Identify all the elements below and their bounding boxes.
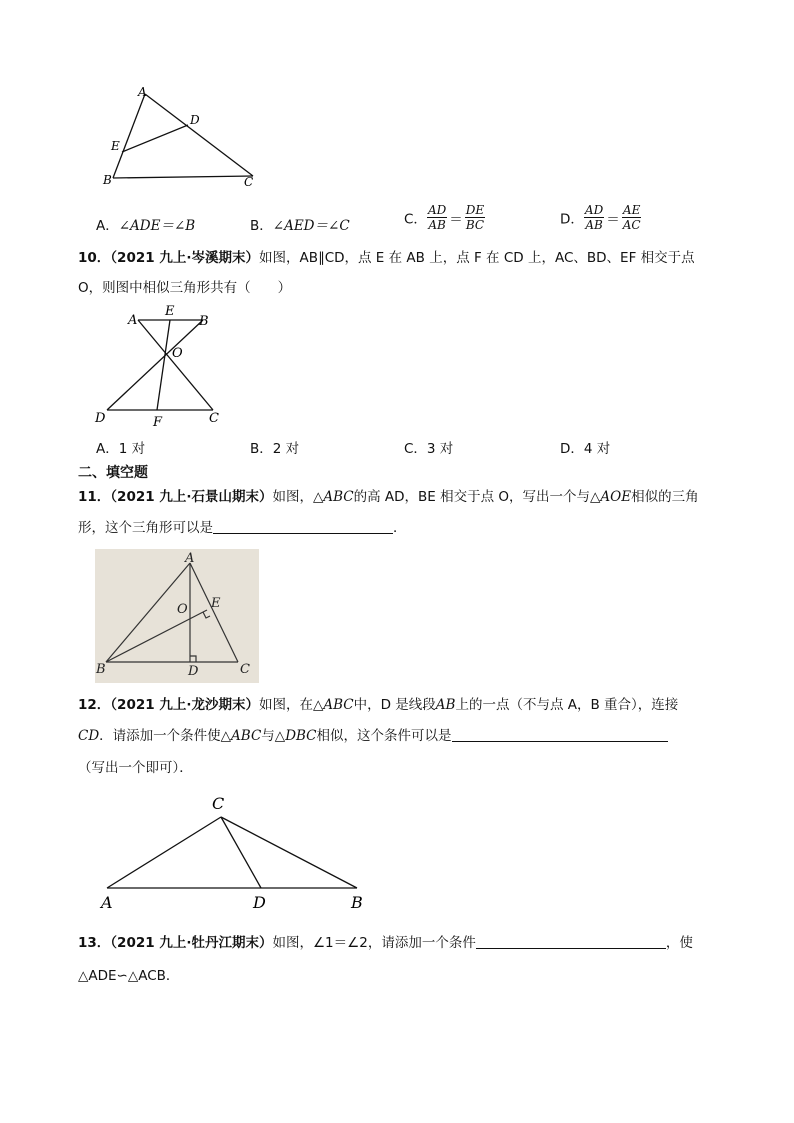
label-c: C: [212, 794, 225, 813]
figure-triangle-ade: [95, 82, 270, 192]
label-b: B: [96, 662, 106, 677]
label-c: C: [209, 411, 219, 426]
answer-blank[interactable]: [452, 727, 668, 742]
label-e: E: [165, 304, 175, 319]
label-d: D: [253, 893, 266, 912]
fraction: $\frac{AD}{AB}$: [584, 203, 604, 232]
label-e: E: [111, 139, 120, 153]
section-title: 二、填空题: [78, 465, 148, 481]
answer-blank[interactable]: [213, 519, 393, 534]
q12-stem-line3: （写出一个即可）．: [78, 760, 193, 776]
q9-option-b: B．∠AED＝∠C: [250, 218, 350, 234]
label-d: D: [188, 664, 199, 679]
q12-stem-line2: CD．请添加一个条件使△ABC与△DBC相似，这个条件可以是: [78, 726, 668, 746]
answer-blank[interactable]: [476, 934, 666, 949]
q10-option-d: D．4 对: [560, 441, 611, 457]
q10-stem-line2: O，则图中相似三角形共有（ ）: [78, 280, 292, 296]
label-a: A: [101, 893, 113, 912]
label-o: O: [172, 346, 183, 361]
label-a: A: [185, 551, 195, 566]
label-d: D: [190, 113, 200, 127]
label-c: C: [240, 662, 250, 677]
label-a: A: [128, 313, 138, 328]
label-a: A: [138, 85, 147, 99]
fraction: $\frac{DE}{BC}$: [465, 203, 485, 232]
q9-option-c: C． $\frac{AD}{AB}$ ＝ $\frac{DE}{BC}$: [404, 203, 485, 232]
q12-stem-line1: 12．（2021 九上·龙沙期末）如图，在△ABC中，D 是线段AB上的一点（不与点 A，B 重合），连接: [78, 697, 679, 713]
q13-stem-line1: 13．（2021 九上·牡丹江期末）如图，∠1＝∠2，请添加一个条件 ，使: [78, 935, 693, 951]
q10-option-a: A．1 对: [96, 441, 146, 457]
q13-stem-line2: △ADE∽△ACB．: [78, 968, 180, 984]
label-f: F: [153, 415, 163, 430]
q10-stem-line1: 10．（2021 九上·岑溪期末）如图，AB∥CD，点 E 在 AB 上，点 F 在 CD 上，AC、BD、EF 相交于点: [78, 250, 695, 266]
figure-photo-triangle: [95, 549, 259, 683]
fraction: $\frac{AE}{AC}$: [622, 203, 641, 232]
q10-option-c: C．3 对: [404, 441, 454, 457]
q10-option-b: B．2 对: [250, 441, 300, 457]
figure-triangle-acb: [95, 790, 375, 915]
label-e: E: [211, 596, 221, 611]
q9-option-d: D． $\frac{AD}{AB}$ ＝ $\frac{AE}{AC}$: [560, 203, 641, 232]
q9-option-a: A．∠ADE＝∠B: [96, 218, 196, 234]
label-c: C: [244, 175, 254, 189]
label-b: B: [199, 314, 209, 329]
label-d: D: [95, 411, 106, 426]
label-o: O: [177, 602, 188, 617]
q11-stem-line2: 形，这个三角形可以是 ．: [78, 520, 407, 536]
label-b: B: [103, 173, 112, 187]
fraction: $\frac{AD}{AB}$: [427, 203, 447, 232]
q11-stem-line1: 11．（2021 九上·石景山期末）如图，△ABC的高 AD，BE 相交于点 O，写出一个与△AOE相似的三角: [78, 489, 699, 505]
figure-hourglass: [88, 300, 233, 430]
label-b: B: [351, 893, 363, 912]
